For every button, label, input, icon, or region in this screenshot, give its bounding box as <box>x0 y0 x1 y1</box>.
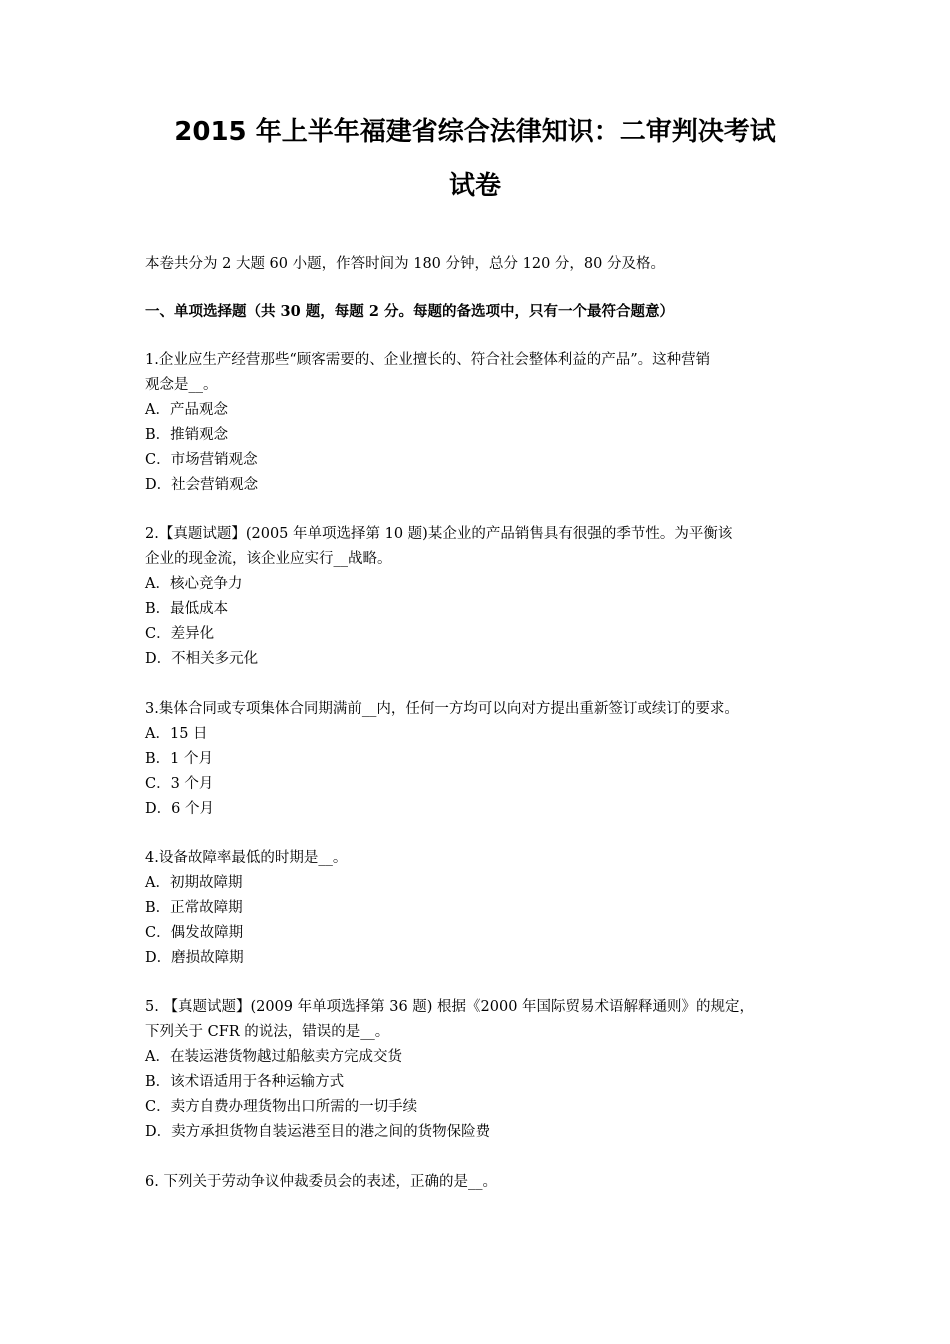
question-3-option-b: B．1 个月 <box>145 751 213 767</box>
question-4 <box>145 846 825 971</box>
question-4-option-d: D．磨损故障期 <box>145 950 244 966</box>
question-5-text-line-1: 5. 【真题试题】(2009 年单项选择第 36 题) 根据《2000 年国际贸易术语解释通则》的规定， <box>145 999 755 1015</box>
question-5-option-c: C．卖方自费办理货物出口所需的一切手续 <box>145 1099 418 1115</box>
section-heading-single-choice: 一、单项选择题（共 30 题，每题 2 分。每题的备选项中，只有一个最符合题意） <box>145 303 674 320</box>
question-1-option-d: D．社会营销观念 <box>145 477 259 493</box>
question-6 <box>145 1170 825 1195</box>
document-title-line-1: 2015 年上半年福建省综合法律知识：二审判决考试 <box>174 117 776 147</box>
question-3-option-c: C．3 个月 <box>145 776 214 792</box>
question-5-option-a: A．在装运港货物越过船舷卖方完成交货 <box>145 1049 402 1065</box>
question-5-option-b: B．该术语适用于各种运输方式 <box>145 1074 345 1090</box>
document-title-line-2: 试卷 <box>448 171 501 201</box>
question-2-option-b: B．最低成本 <box>145 601 229 617</box>
question-1-text-line-1: 1.企业应生产经营那些“顾客需要的、企业擅长的、符合社会整体利益的产品”。这种营销 <box>145 352 711 368</box>
question-2-text-line-1: 2.【真题试题】(2005 年单项选择第 10 题)某企业的产品销售具有很强的季节性。为平衡该 <box>145 526 733 542</box>
question-5-text-line-2: 下列关于 CFR 的说法，错误的是__。 <box>145 1024 390 1040</box>
question-6-text-line-1: 6. 下列关于劳动争议仲裁委员会的表述，正确的是__。 <box>145 1174 497 1190</box>
question-2-option-c: C．差异化 <box>145 626 215 642</box>
question-3-option-a: A．15 日 <box>145 726 208 742</box>
question-1-option-a: A．产品观念 <box>145 402 228 418</box>
question-1-text-line-2: 观念是__。 <box>145 377 218 393</box>
question-3 <box>145 697 825 822</box>
question-2-option-a: A．核心竞争力 <box>145 576 243 592</box>
question-2 <box>145 522 825 672</box>
question-1-option-b: B．推销观念 <box>145 427 229 443</box>
question-4-text-line-1: 4.设备故障率最低的时期是__。 <box>145 850 348 866</box>
question-4-option-c: C．偶发故障期 <box>145 925 244 941</box>
question-3-option-d: D．6 个月 <box>145 801 214 817</box>
question-3-text-line-1: 3.集体合同或专项集体合同期满前__内，任何一方均可以向对方提出重新签订或续订的要求。 <box>145 701 739 717</box>
question-1-option-c: C．市场营销观念 <box>145 452 258 468</box>
question-4-option-a: A．初期故障期 <box>145 875 243 891</box>
question-5 <box>145 995 825 1145</box>
question-2-option-d: D．不相关多元化 <box>145 651 259 667</box>
question-1 <box>145 348 825 498</box>
question-4-option-b: B．正常故障期 <box>145 900 243 916</box>
question-2-text-line-2: 企业的现金流，该企业应实行__战略。 <box>145 551 392 567</box>
exam-intro: 本卷共分为 2 大题 60 小题，作答时间为 180 分钟，总分 120 分，80 分及格。 <box>145 256 665 272</box>
question-5-option-d: D．卖方承担货物自装运港至目的港之间的货物保险费 <box>145 1124 491 1140</box>
